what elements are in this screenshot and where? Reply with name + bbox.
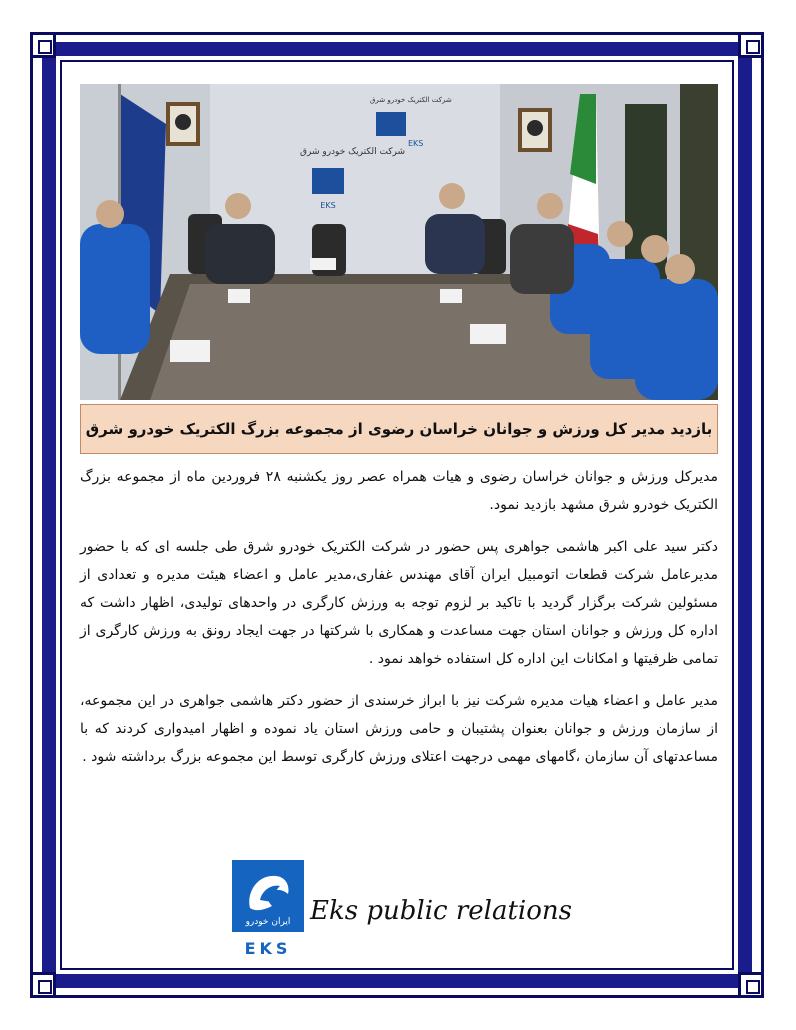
border-corner-ornament bbox=[738, 32, 764, 58]
article-body bbox=[80, 463, 718, 785]
svg-text:EKS: EKS bbox=[408, 139, 424, 148]
svg-text:شرکت الکتریک خودرو شرق: شرکت الکتریک خودرو شرق bbox=[370, 96, 452, 104]
eks-logo bbox=[232, 860, 304, 960]
svg-text:EKS: EKS bbox=[244, 939, 292, 958]
border-corner-ornament bbox=[30, 972, 56, 998]
article-paragraph: مدیرکل ورزش و جوانان خراسان رضوی و هیات همراه عصر روز یکشنبه ۲۸ فروردین ماه از مجموعه بزرگ الکتریک خودرو شرق مشهد بازدید نمود. bbox=[80, 469, 718, 513]
signature-text: Eks public relations bbox=[310, 896, 572, 926]
article-paragraph: دکتر سید علی اکبر هاشمی جواهری پس حضور در شرکت الکتریک خودرو شرق طی جلسه ای که با حضور مدیرعامل شرکت قطعات اتومبیل ایران آقای مهندس غفاری،مدیر عامل و اعضاء هیئت مدیره و تعدادی از مسئولین شرکت برگزار گردید با تاکید بر لزوم توجه به ورزش کارگری در واحدهای تولیدی، اظهار داشت که اداره کل ورزش و جوانان استان جهت مساعدت و همکاری با شرکتها در جهت ایجاد رونق به ورزش کارگری از تمامی ظرفیتها و امکانات این اداره کل استفاده خواهد نمود . bbox=[80, 539, 718, 667]
svg-text:شرکت الکتریک خودرو شرق: شرکت الکتریک خودرو شرق bbox=[300, 147, 406, 157]
svg-text:EKS: EKS bbox=[320, 201, 336, 210]
article-headline: بازدید مدیر کل ورزش و جوانان خراسان رضوی از مجموعه بزرگ الکتریک خودرو شرق bbox=[80, 404, 718, 454]
svg-text:ایران خودرو: ایران خودرو bbox=[245, 917, 291, 927]
border-corner-ornament bbox=[30, 32, 56, 58]
border-corner-ornament bbox=[738, 972, 764, 998]
article-paragraph: مدیر عامل و اعضاء هیات مدیره شرکت نیز با ابراز خرسندی از حضور دکتر هاشمی جواهری در این مجموعه، از سازمان ورزش و جوانان بعنوان پشتیبان و حامی ورزش استان یاد نموده و اظهار امیدواری کردند که با مساعدتهای آن سازمان ،گامهای مهمی درجهت اعتلای ورزش کارگری توسط این مجموعه بزرگ برداشته شود . bbox=[80, 693, 718, 765]
meeting-photo bbox=[80, 84, 718, 400]
